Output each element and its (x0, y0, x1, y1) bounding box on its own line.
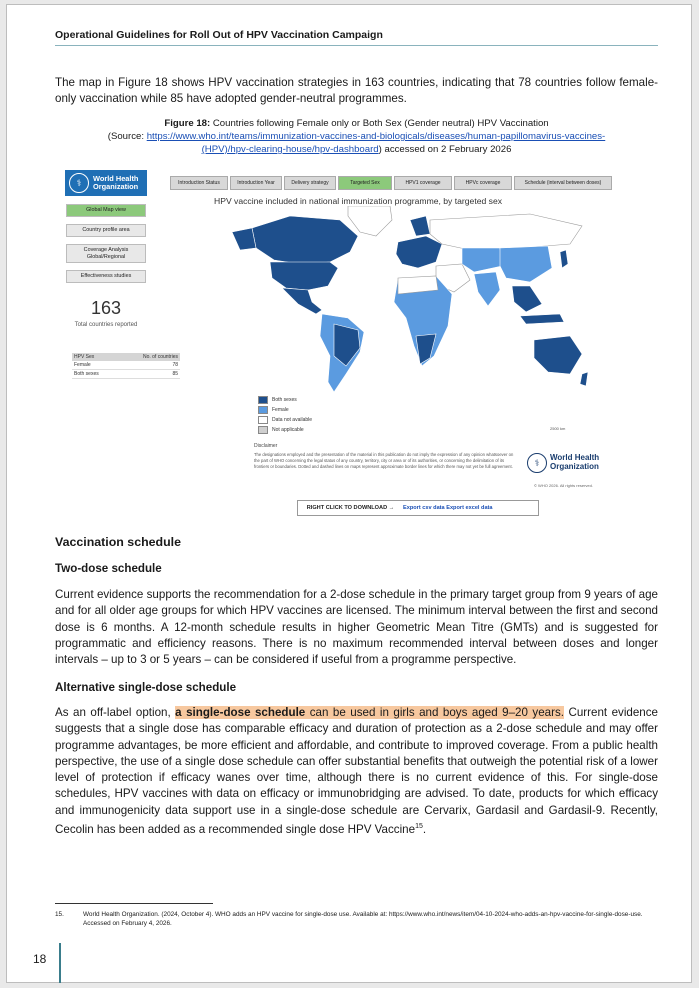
table-header: HPV Sex (72, 353, 118, 361)
total-countries-value: 163 (90, 298, 122, 318)
map-region-usa (270, 262, 338, 290)
tab-introduction-year[interactable]: Introduction Year (230, 176, 282, 190)
tab-hpv1-coverage[interactable]: HPV1 coverage (394, 176, 452, 190)
map-region-indonesia (520, 314, 564, 324)
page-number: 18 (33, 952, 47, 966)
map-region-japan (560, 250, 568, 268)
table-row (72, 370, 180, 379)
footnote-rule (55, 903, 213, 904)
map-region-mexico (282, 288, 322, 314)
page-number-bar (59, 943, 61, 983)
legend-label: Female (272, 407, 289, 413)
highlighted-rest: can be used in girls and boys aged 9–20 years. (305, 706, 564, 719)
sex-count-table (72, 353, 180, 379)
map-title: HPV vaccine included in national immunization programme, by targeted sex (214, 196, 503, 206)
legend-swatch (258, 426, 268, 434)
side-effectiveness[interactable]: Effectiveness studies (66, 270, 146, 283)
legend-label: Not applicable (272, 427, 304, 433)
running-header: Operational Guidelines for Roll Out of HPV Vaccination Campaign (55, 29, 383, 41)
who-footer-logo (527, 453, 599, 473)
table-cell: Female (72, 361, 118, 370)
logo-line-2: Organization (550, 462, 599, 471)
disclaimer-text: The designations employed and the presentation of the material in this publication do not imply the expression of any opinion whatsoever on the part of WHO concerning the legal status of any country, territory, city or area or of its authorities, or concerning the delimitation of its frontiers or boundaries. Dotted and dashed lines on maps represent approximate border lines for which there may not yet be full agreement. (254, 452, 514, 469)
source-suffix: ) accessed on 2 February 2026 (378, 144, 512, 155)
highlighted-bold: a single-dose schedule (175, 706, 306, 719)
source-prefix: (Source: (107, 131, 147, 142)
map-region-australia (534, 336, 582, 374)
footnote (55, 910, 658, 928)
side-global-map[interactable]: Global Map view (66, 204, 146, 217)
logo-line-2: Organization (93, 182, 139, 191)
paragraph-text: As an off-label option, (55, 706, 176, 719)
copyright: © WHO 2026. All rights reserved. (534, 483, 593, 488)
table-cell: 78 (118, 361, 180, 370)
map-region-alaska (232, 228, 256, 250)
two-dose-title: Two-dose schedule (55, 562, 162, 575)
figure-caption (55, 117, 658, 156)
dashboard-tabs (170, 176, 612, 190)
tab-schedule[interactable]: Schedule (interval between doses) (514, 176, 612, 190)
total-countries-label: Total countries reported (74, 322, 138, 328)
download-label: RIGHT CLICK TO DOWNLOAD → (306, 505, 395, 511)
document-page (6, 4, 692, 983)
map-region-scandinavia (410, 216, 430, 236)
map-region-southeast-asia (512, 286, 542, 312)
legend-label: Data not available (272, 417, 313, 423)
intro-paragraph: The map in Figure 18 shows HPV vaccination strategies in 163 countries, indicating that 78 countries follow female-only vaccination while 85 have adopted gender-neutral programmes. (55, 76, 658, 106)
side-coverage-analysis[interactable]: Coverage Analysis Global/Regional (66, 244, 146, 263)
logo-line-1: World Health (550, 453, 600, 463)
hpv-dashboard-figure (62, 170, 654, 522)
map-region-canada (252, 216, 358, 264)
side-country-profile[interactable]: Country profile area (66, 224, 146, 237)
tab-delivery-strategy[interactable]: Delivery strategy (284, 176, 336, 190)
single-dose-paragraph (55, 705, 658, 838)
map-region-europe (396, 236, 442, 268)
legend-swatch (258, 416, 268, 424)
legend-label: Both sexes (272, 397, 297, 403)
tab-hpvc-coverage[interactable]: HPVc coverage (454, 176, 512, 190)
disclaimer-title: Disclaimer (254, 443, 278, 449)
who-emblem-icon: ⚕ (527, 453, 547, 473)
legend-entry (258, 415, 312, 425)
single-dose-title: Alternative single-dose schedule (55, 681, 237, 694)
download-bar (297, 500, 539, 516)
map-region-greenland (348, 206, 392, 236)
table-cell: Both sexes (72, 370, 118, 379)
figure-title: Countries following Female only or Both Sex (Gender neutral) HPV Vaccination (210, 118, 549, 129)
source-link[interactable]: https://www.who.int/teams/immunization-vaccines-and-biologicals/diseases/human-papillomavirus-vaccines-(HPV)/hpv-clearing-house/hpv-dashboard (146, 131, 606, 155)
legend-swatch (258, 396, 268, 404)
section-title: Vaccination schedule (55, 535, 182, 549)
who-emblem-icon: ⚕ (69, 173, 89, 193)
who-logo (65, 170, 147, 196)
map-region-india (474, 272, 500, 306)
paragraph-end: . (422, 822, 427, 836)
legend-entry (258, 405, 312, 415)
table-row (72, 361, 180, 370)
map-region-russia (430, 214, 582, 250)
table-header: No. of countries (118, 353, 180, 361)
logo-line-1: World Health (93, 174, 139, 183)
legend-entry (258, 395, 312, 405)
legend-swatch (258, 406, 268, 414)
map-legend (258, 395, 312, 435)
footnote-ref[interactable]: 15 (415, 823, 423, 831)
footnote-number: 15. (55, 911, 64, 918)
paragraph-text: Current evidence suggests that a single dose has comparable efficacy and duration of protection as a 2-dose schedule and may offer programme advantages, be more efficient and affordable, and contribute to improved coverage. From a public health perspective, the use of a single dose schedule can offer substantial benefits that outweigh the potential risk of a lower level of protection if efficacy wanes over time, although there is no current evidence of this. For single-dose schedules, HPV vaccines with data on efficacy or immunobridging are advised. To date, products for which efficacy and immunogenicity data support use in a single-dose schedule are Cervarix, Gardasil and Gardasil-9. Recently, Cecolin has been added as a recommended single dose HPV Vaccine (55, 706, 658, 836)
map-region-new-zealand (580, 372, 588, 386)
map-region-central-asia (462, 248, 502, 272)
export-links[interactable]: Export csv data Export excel data (403, 505, 493, 511)
tab-targeted-sex[interactable]: Targeted Sex (338, 176, 392, 190)
table-cell: 85 (118, 370, 180, 379)
map-scale-label: 2500 km (550, 426, 566, 431)
map-region-china (500, 246, 552, 282)
two-dose-paragraph: Current evidence supports the recommendation for a 2-dose schedule in the primary target group from 9 years of age and for all older age groups for which HPV vaccines are licensed. The minimum interval between the first and second dose is 6 months. A 12-month schedule results in higher Geometric Mean Titre (GMTs) and is suggested for programmatic and efficiency reasons. There is no maximum recommended interval between doses and longer intervals – up to 3 or 5 years – can be considered if useful from a programme perspective. (55, 588, 658, 667)
footnote-text: World Health Organization. (2024, October 4). WHO adds an HPV vaccine for single-dose use. Available at: https://www.who.int/news/item/04-10-2024-who-adds-an-hpv-vaccine-for-single-dose-use. Accessed on February 4, 2026. (83, 911, 643, 927)
header-rule (55, 45, 658, 46)
legend-entry (258, 425, 312, 435)
highlighted-text (175, 706, 564, 719)
figure-label: Figure 18: (164, 118, 211, 129)
tab-introduction-status[interactable]: Introduction Status (170, 176, 228, 190)
